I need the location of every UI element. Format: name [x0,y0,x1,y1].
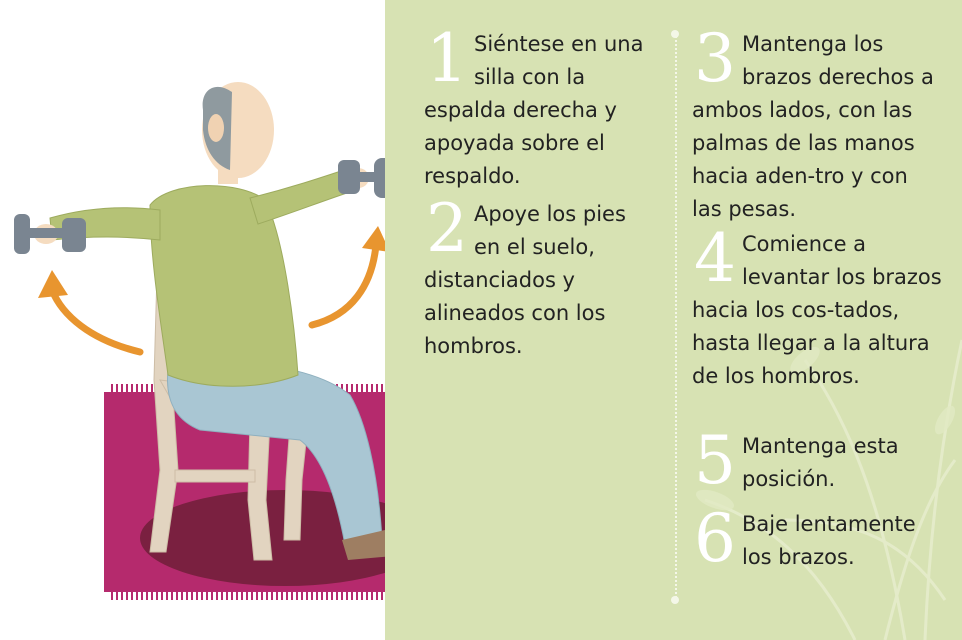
step-number: 6 [694,500,736,577]
step-3 [692,20,942,226]
step-number: 1 [426,20,468,97]
step-number: 2 [426,190,468,267]
step-text: Siéntese en una silla con la espalda derecha y apoyada sobre el respaldo. [424,32,644,188]
step-text: Baje lentamente los brazos. [742,512,916,569]
step-text: Mantenga los brazos derechos a ambos lados, con las palmas de las manos hacia aden-tro y con las pesas. [692,32,934,221]
step-number: 4 [694,220,736,297]
divider-dot-bottom [671,596,679,604]
step-text: Apoye los pies en el suelo, distanciados y alineados con los hombros. [424,202,626,358]
step-6 [692,500,942,577]
step-4 [692,220,942,393]
step-text: Mantenga esta posición. [742,434,899,491]
step-number: 5 [694,422,736,499]
man-head [202,82,274,184]
column-divider [675,32,677,602]
step-text: Comience a levantar los brazos hacia los cos-tados, hasta llegar a la altura de los hombros. [692,232,942,388]
divider-dot-top [671,30,679,38]
step-2 [424,190,656,363]
step-number: 3 [694,20,736,97]
step-1 [424,20,656,193]
step-5 [692,422,942,499]
